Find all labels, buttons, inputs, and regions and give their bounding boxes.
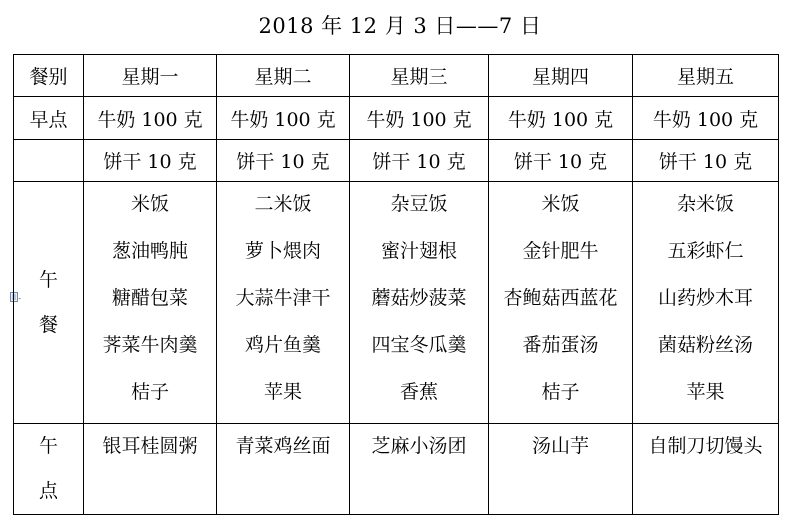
- breakfast-item: 饼干 10 克: [350, 140, 489, 182]
- lunch-cell-tuesday: [217, 182, 350, 424]
- empty-label-cell: [14, 140, 84, 182]
- dish: 四宝冬瓜羹: [371, 334, 467, 356]
- dish: 大蒜牛津干: [235, 287, 331, 309]
- breakfast-item: 饼干 10 克: [217, 140, 350, 182]
- breakfast-item: 牛奶 100 克: [633, 97, 779, 140]
- dish: 菌菇粉丝汤: [657, 334, 753, 356]
- snack-thursday: 汤山芋: [489, 424, 633, 515]
- lunch-cell-monday: [84, 182, 217, 424]
- dish: 荠菜牛肉羹: [102, 334, 198, 356]
- dish: 番茄蛋汤: [522, 334, 599, 356]
- dish: 葱油鸭肫: [111, 240, 188, 262]
- dish: 金针肥牛: [522, 240, 599, 262]
- breakfast-row-1: [14, 97, 779, 140]
- breakfast-item: 牛奶 100 克: [350, 97, 489, 140]
- breakfast-item: 饼干 10 克: [633, 140, 779, 182]
- breakfast-item: 牛奶 100 克: [217, 97, 350, 140]
- dish: 桔子: [541, 381, 580, 403]
- snack-friday: 自制刀切馒头: [633, 424, 779, 515]
- breakfast-item: 饼干 10 克: [84, 140, 217, 182]
- lunch-cell-thursday: [489, 182, 633, 424]
- dish: 米饭: [130, 193, 169, 215]
- meal-type-header: 餐别: [14, 55, 84, 97]
- dish: 鸡片鱼羹: [244, 334, 321, 356]
- dish: 山药炒木耳: [657, 287, 753, 309]
- day-header-wednesday: 星期三: [350, 55, 489, 97]
- afternoon-snack-row: [14, 424, 779, 515]
- dish: 苹果: [686, 381, 725, 403]
- weekly-menu-table: [13, 54, 779, 515]
- afternoon-snack-label: [14, 424, 84, 515]
- lunch-label-char: 餐: [38, 313, 58, 336]
- dish: 杂豆饭: [390, 193, 448, 215]
- lunch-cell-wednesday: [350, 182, 489, 424]
- dish: 蜜汁翅根: [380, 240, 457, 262]
- snack-wednesday: 芝麻小汤团: [350, 424, 489, 515]
- snack-monday: 银耳桂圆粥: [84, 424, 217, 515]
- dish: 二米饭: [254, 193, 312, 215]
- day-header-tuesday: 星期二: [217, 55, 350, 97]
- breakfast-item: 牛奶 100 克: [489, 97, 633, 140]
- lunch-label-char: 午: [38, 268, 58, 291]
- lunch-cell-friday: [633, 182, 779, 424]
- dish: 米饭: [541, 193, 580, 215]
- dish: 杏鲍菇西蓝花: [503, 287, 618, 309]
- day-header-thursday: 星期四: [489, 55, 633, 97]
- lunch-row: [14, 182, 779, 424]
- breakfast-row-2: [14, 140, 779, 182]
- snack-tuesday: 青菜鸡丝面: [217, 424, 350, 515]
- day-header-friday: 星期五: [633, 55, 779, 97]
- dish: 杂米饭: [676, 193, 734, 215]
- dish: 桔子: [130, 381, 169, 403]
- dish: 香蕉: [399, 381, 438, 403]
- snack-label-char: 午: [38, 435, 58, 457]
- dish: 苹果: [263, 381, 302, 403]
- lunch-label: [14, 182, 84, 424]
- breakfast-item: 牛奶 100 克: [84, 97, 217, 140]
- menu-title: 2018 年 12 月 3 日——7 日: [258, 14, 542, 38]
- breakfast-label: 早点: [14, 97, 84, 140]
- header-row: [14, 55, 779, 97]
- dish: 蘑菇炒菠菜: [371, 287, 467, 309]
- dish: 五彩虾仁: [667, 240, 744, 262]
- snack-label-char: 点: [38, 480, 58, 502]
- dish: 糖醋包菜: [111, 287, 188, 309]
- breakfast-item: 饼干 10 克: [489, 140, 633, 182]
- day-header-monday: 星期一: [84, 55, 217, 97]
- dish: 萝卜煨肉: [244, 240, 321, 262]
